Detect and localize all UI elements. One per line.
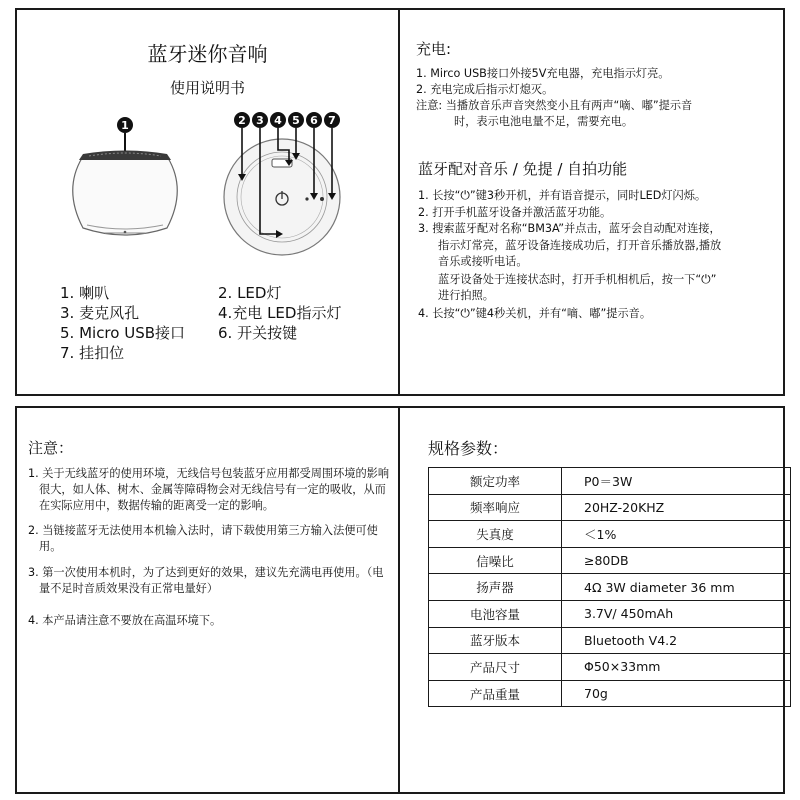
pairing-step-4: 4. 长按“⏻”键4秒关机，并有“嘀、嘟”提示音。 xyxy=(418,305,652,320)
spec-value: ≥80DB xyxy=(562,547,791,574)
charging-line-2: 2. 充电完成后指示灯熄灭。 xyxy=(416,83,554,96)
manual-subtitle: 使用说明书 xyxy=(169,79,245,97)
legend-item-5: 5. Micro USB接口 xyxy=(60,324,186,342)
power-icon: ⏻ xyxy=(460,188,470,202)
callout-badge-4 xyxy=(270,112,286,128)
speaker-side-view xyxy=(73,151,178,236)
spec-row xyxy=(429,680,791,707)
pairing-step-2: 2. 打开手机蓝牙设备并激活蓝牙功能。 xyxy=(418,205,612,219)
pairing-step-3-line-3: 音乐或接听电话。 xyxy=(438,255,528,268)
pairing-heading: 蓝牙配对音乐 / 免提 / 自拍功能 xyxy=(418,160,628,178)
parts-legend xyxy=(60,283,390,363)
specs-heading: 规格参数： xyxy=(428,439,509,458)
charging-heading: 充电: xyxy=(416,40,452,58)
spec-row xyxy=(429,600,791,627)
spec-value: ＜1% xyxy=(562,521,791,548)
pairing-step-3-line-2: 指示灯常亮，蓝牙设备连接成功后，打开音乐播放器,播放 xyxy=(438,238,722,252)
spec-row xyxy=(429,547,791,574)
charging-note-line-2: 时，表示电池电量不足，需要充电。 xyxy=(454,115,634,128)
spec-value: 3.7V/ 450mAh xyxy=(562,600,791,627)
callout-badge-6 xyxy=(306,112,322,128)
svg-text:5: 5 xyxy=(292,114,300,127)
legend-item-7: 7. 挂扣位 xyxy=(60,344,125,362)
spec-label: 信噪比 xyxy=(429,547,562,574)
specs-table xyxy=(428,467,791,707)
spec-label: 电池容量 xyxy=(429,600,562,627)
spec-label: 失真度 xyxy=(429,521,562,548)
spec-value: Φ50×33mm xyxy=(562,654,791,681)
notice-item-2: 2. 当链接蓝牙无法使用本机输入法时，请下载使用第三方输入法便可使用。 xyxy=(28,524,378,554)
pairing-step-3-line-5: 进行拍照。 xyxy=(438,289,494,302)
svg-text:1: 1 xyxy=(121,119,129,132)
legend-item-4: 4.充电 LED指示灯 xyxy=(218,304,342,322)
pairing-step-1: 1. 长按“⏻”键3秒开机，并有语音提示，同时LED灯闪烁。 xyxy=(418,188,707,202)
charging-line-1: 1. Mirco USB接口外接5V充电器，充电指示灯亮。 xyxy=(416,67,670,80)
callout-badge-2 xyxy=(234,112,250,128)
callout-badge-5 xyxy=(288,112,304,128)
manual-header xyxy=(17,38,398,98)
spec-label: 产品尺寸 xyxy=(429,654,562,681)
charging-note-line-1: 注意: 当播放音乐声音突然变小且有两声“嘀、嘟”提示音 xyxy=(416,99,693,112)
spec-row xyxy=(429,494,791,521)
mic-hole-icon xyxy=(124,231,127,234)
charging-section xyxy=(416,38,778,130)
notice-item-1: 1. 关于无线蓝牙的使用环境，无线信号包装蓝牙应用都受周围环境的影响很大，如人体、树木、金属等障碍物会对无线信号有一定的吸收，从而在实际应用中，数据传输的距离受一定的影响。 xyxy=(28,467,390,512)
spec-label: 额定功率 xyxy=(429,468,562,495)
spec-row xyxy=(429,574,791,601)
spec-value: 70g xyxy=(562,680,791,707)
spec-label: 频率响应 xyxy=(429,494,562,521)
spec-label: 蓝牙版本 xyxy=(429,627,562,654)
svg-text:3: 3 xyxy=(256,114,264,127)
spec-value: Bluetooth V4.2 xyxy=(562,627,791,654)
legend-item-2: 2. LED灯 xyxy=(218,284,282,302)
spec-row xyxy=(429,468,791,495)
pairing-section xyxy=(418,158,782,322)
svg-text:6: 6 xyxy=(310,114,318,127)
bottom-panel-divider xyxy=(398,406,400,794)
spec-row xyxy=(429,627,791,654)
top-panel-divider xyxy=(398,8,400,396)
notice-section xyxy=(28,437,390,628)
notice-heading: 注意： xyxy=(28,439,74,457)
power-icon: ⏻ xyxy=(460,305,470,320)
svg-text:7: 7 xyxy=(328,114,336,127)
spec-value: 4Ω 3W diameter 36 mm xyxy=(562,574,791,601)
legend-item-3: 3. 麦克风孔 xyxy=(60,304,140,322)
pairing-step-3: 3. 搜索蓝牙配对名称“BM3A”并点击，蓝牙会自动配对连接， xyxy=(418,222,721,235)
lanyard-hole xyxy=(320,197,324,201)
spec-value: P0＝3W xyxy=(562,468,791,495)
svg-text:2: 2 xyxy=(238,114,246,127)
pairing-step-3-line-4: 蓝牙设备处于连接状态时，打开手机相机后，按一下“⏻” xyxy=(438,271,717,286)
product-diagram xyxy=(17,100,397,270)
legend-item-1: 1. 喇叭 xyxy=(60,284,110,302)
callout-badge-1 xyxy=(117,117,133,133)
callout-badge-7 xyxy=(324,112,340,128)
spec-row xyxy=(429,521,791,548)
spec-value: 20HZ-20KHZ xyxy=(562,494,791,521)
spec-label: 产品重量 xyxy=(429,680,562,707)
notice-item-3: 3. 第一次使用本机时，为了达到更好的效果，建议先充满电再使用。（电量不足时音质效果没有正常电量好） xyxy=(28,565,384,595)
legend-item-6: 6. 开关按键 xyxy=(218,324,298,342)
notice-item-4: 4. 本产品请注意不要放在高温环境下。 xyxy=(28,613,222,627)
led-indicator-dot xyxy=(305,197,308,200)
spec-label: 扬声器 xyxy=(429,574,562,601)
charging-note-label: 注意: xyxy=(416,99,443,112)
svg-text:4: 4 xyxy=(274,114,282,127)
manual-title: 蓝牙迷你音响 xyxy=(147,42,268,66)
callout-badge-3 xyxy=(252,112,268,128)
spec-row xyxy=(429,654,791,681)
power-icon: ⏻ xyxy=(701,271,711,286)
